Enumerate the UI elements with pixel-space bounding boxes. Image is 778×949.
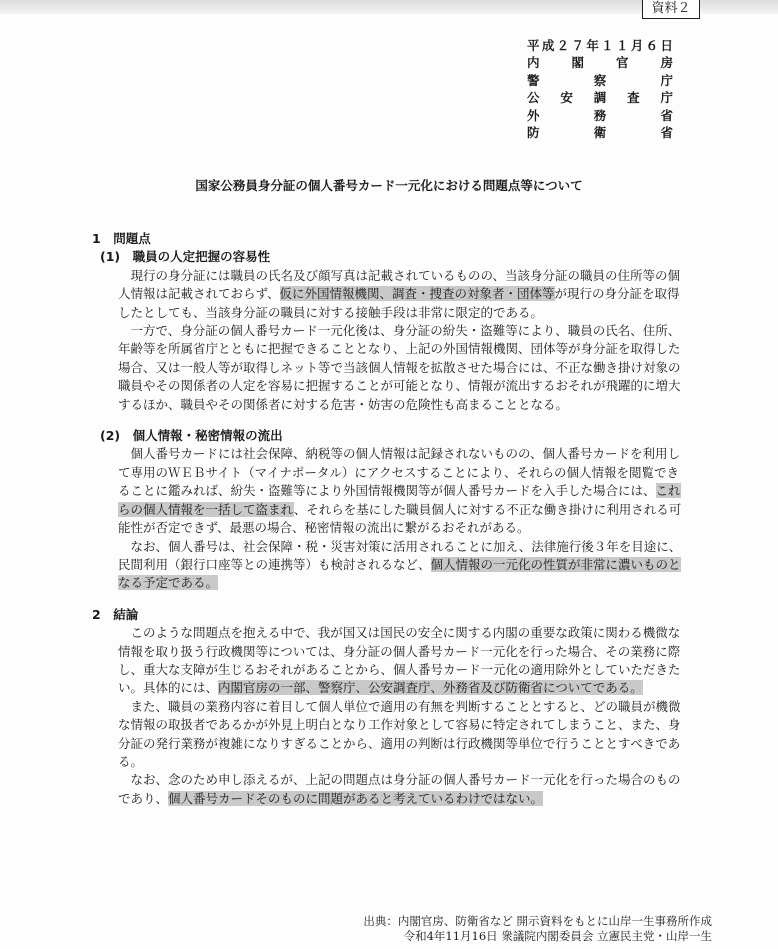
paragraph: 一方で、身分証の個人番号カード一元化後は、身分証の紛失・盗難等により、職員の氏名、住所、年齢等を所属省庁とともに把握できることとなり、上記の外国情報機関、団体等が身分証を取得した場合、又は一般人等が取得しネット等で当該個人情報を拡散させた場合には、不正な働き掛け対象の職員やその関係者の人定を容易に把握することが可能となり、情報が流出するおそれが飛躍的に増大するほか、職員やその関係者に対する危害・妨害の危険性も高まることとなる。 bbox=[118, 323, 681, 412]
text-run: なお、個人番号は、社会保障・税・災害対策に活用されることに加え、法律施行後３年を目途に、民間利用（銀行口座等との連携等）も検討されるなど、 bbox=[118, 538, 682, 572]
text-run: 個人番号カードには社会保障、納税等の個人情報は記録されないものの、個人番号カードを利用して専用のＷＥＢサイト（マイナポータル）にアクセスすることにより、それらの個人情報を閲覧できることに鑑みれば、紛失・盗難等により外国情報機関等が個人番号カードを入手した場合には、 bbox=[118, 446, 681, 499]
text-run: なお、念のため申し添えるが、上記の問題点は身分証の個人番号カード一元化を行った場合のものであり、 bbox=[118, 772, 681, 806]
highlighted-text: 個人番号カードそのものに問題があると考えているわけではない。 bbox=[168, 790, 544, 806]
source-line: 令和4年11月16日 衆議院内閣委員会 立憲民主党・山岸一生 bbox=[403, 929, 712, 943]
highlighted-text: 内閣官房の一部、警察庁、公安調査庁、外務省及び防衛省についてである。 bbox=[218, 680, 643, 696]
issue-date: 平成２７年１１月６日 bbox=[527, 38, 673, 53]
paragraph-block bbox=[118, 445, 682, 592]
text-run: 現行の身分証には職員の氏名及び顔写真は記載されているものの、当該身分証の職員の住所等の個人情報は記載されておらず、 bbox=[118, 267, 681, 302]
section-heading: 1 問題点 bbox=[92, 231, 151, 246]
document-badge: 資料２ bbox=[642, 0, 700, 19]
text-run: が現行の身分証を取得したとしても、当該身分証の職員に対する接触手段は非常に限定的である。 bbox=[118, 286, 680, 320]
document-title: 国家公務員身分証の個人番号カード一元化における問題点等について bbox=[195, 178, 583, 193]
paragraph bbox=[118, 538, 682, 593]
paragraph bbox=[118, 771, 682, 808]
highlighted-text: 個人情報の一元化の性質が非常に濃いものとなる予定である。 bbox=[118, 556, 681, 591]
paragraph bbox=[118, 445, 682, 537]
document-body bbox=[92, 230, 682, 808]
issuer-org: 防衛省 bbox=[527, 125, 673, 140]
text-run: 、それらを基にした職員個人に対する不正な働き掛けに利用される可能性が否定できず、最悪の場合、秘密情報の流出に繋がるおそれがある。 bbox=[118, 501, 682, 536]
paragraph-block bbox=[118, 624, 682, 808]
paragraph: また、職員の業務内容に着目して個人単位で適用の有無を判断することとすると、どの職員が機微な情報の取扱者であるかが外見上明白となり工作対象として容易に特定されてしまうこと、また、身分証の発行業務が複雑になりすぎることから、適用の判断は行政機関等単位で行うこととすべきである。 bbox=[118, 698, 681, 769]
paragraph-block bbox=[118, 267, 682, 414]
issuer-org: 外務省 bbox=[527, 107, 673, 123]
issuer-org: 警察庁 bbox=[527, 72, 673, 88]
text-run: このような問題点を抱える中で、我が国又は国民の安全に関する内閣の重要な政策に関わる機微な情報を取り扱う行政機関等については、身分証の個人番号カード一元化を行った場合、その業務に際し、重大な支障が生じるおそれがあることから、個人番号カード一元化の適用除外としていただきたい。具体的には、 bbox=[118, 625, 681, 696]
issuer-block bbox=[527, 38, 673, 142]
section-heading: 2 結論 bbox=[92, 606, 139, 622]
paragraph bbox=[118, 624, 682, 698]
subsection-heading: (2) 個人情報・秘密情報の流出 bbox=[100, 428, 283, 444]
highlighted-text: これらの個人情報を一括して盗まれ bbox=[118, 483, 681, 517]
paragraph bbox=[118, 267, 682, 322]
subsection-heading: (1) 職員の人定把握の容易性 bbox=[100, 249, 271, 265]
source-note bbox=[363, 914, 712, 944]
issuer-org: 内閣官房 bbox=[527, 55, 673, 70]
issuer-org: 公安調査庁 bbox=[527, 90, 673, 105]
highlighted-text: 仮に外国情報機関、調査・捜査の対象者・団体等 bbox=[279, 286, 555, 302]
source-line: 出典：内閣官房、防衛省など 開示資料をもとに山岸一生事務所作成 bbox=[363, 914, 712, 928]
